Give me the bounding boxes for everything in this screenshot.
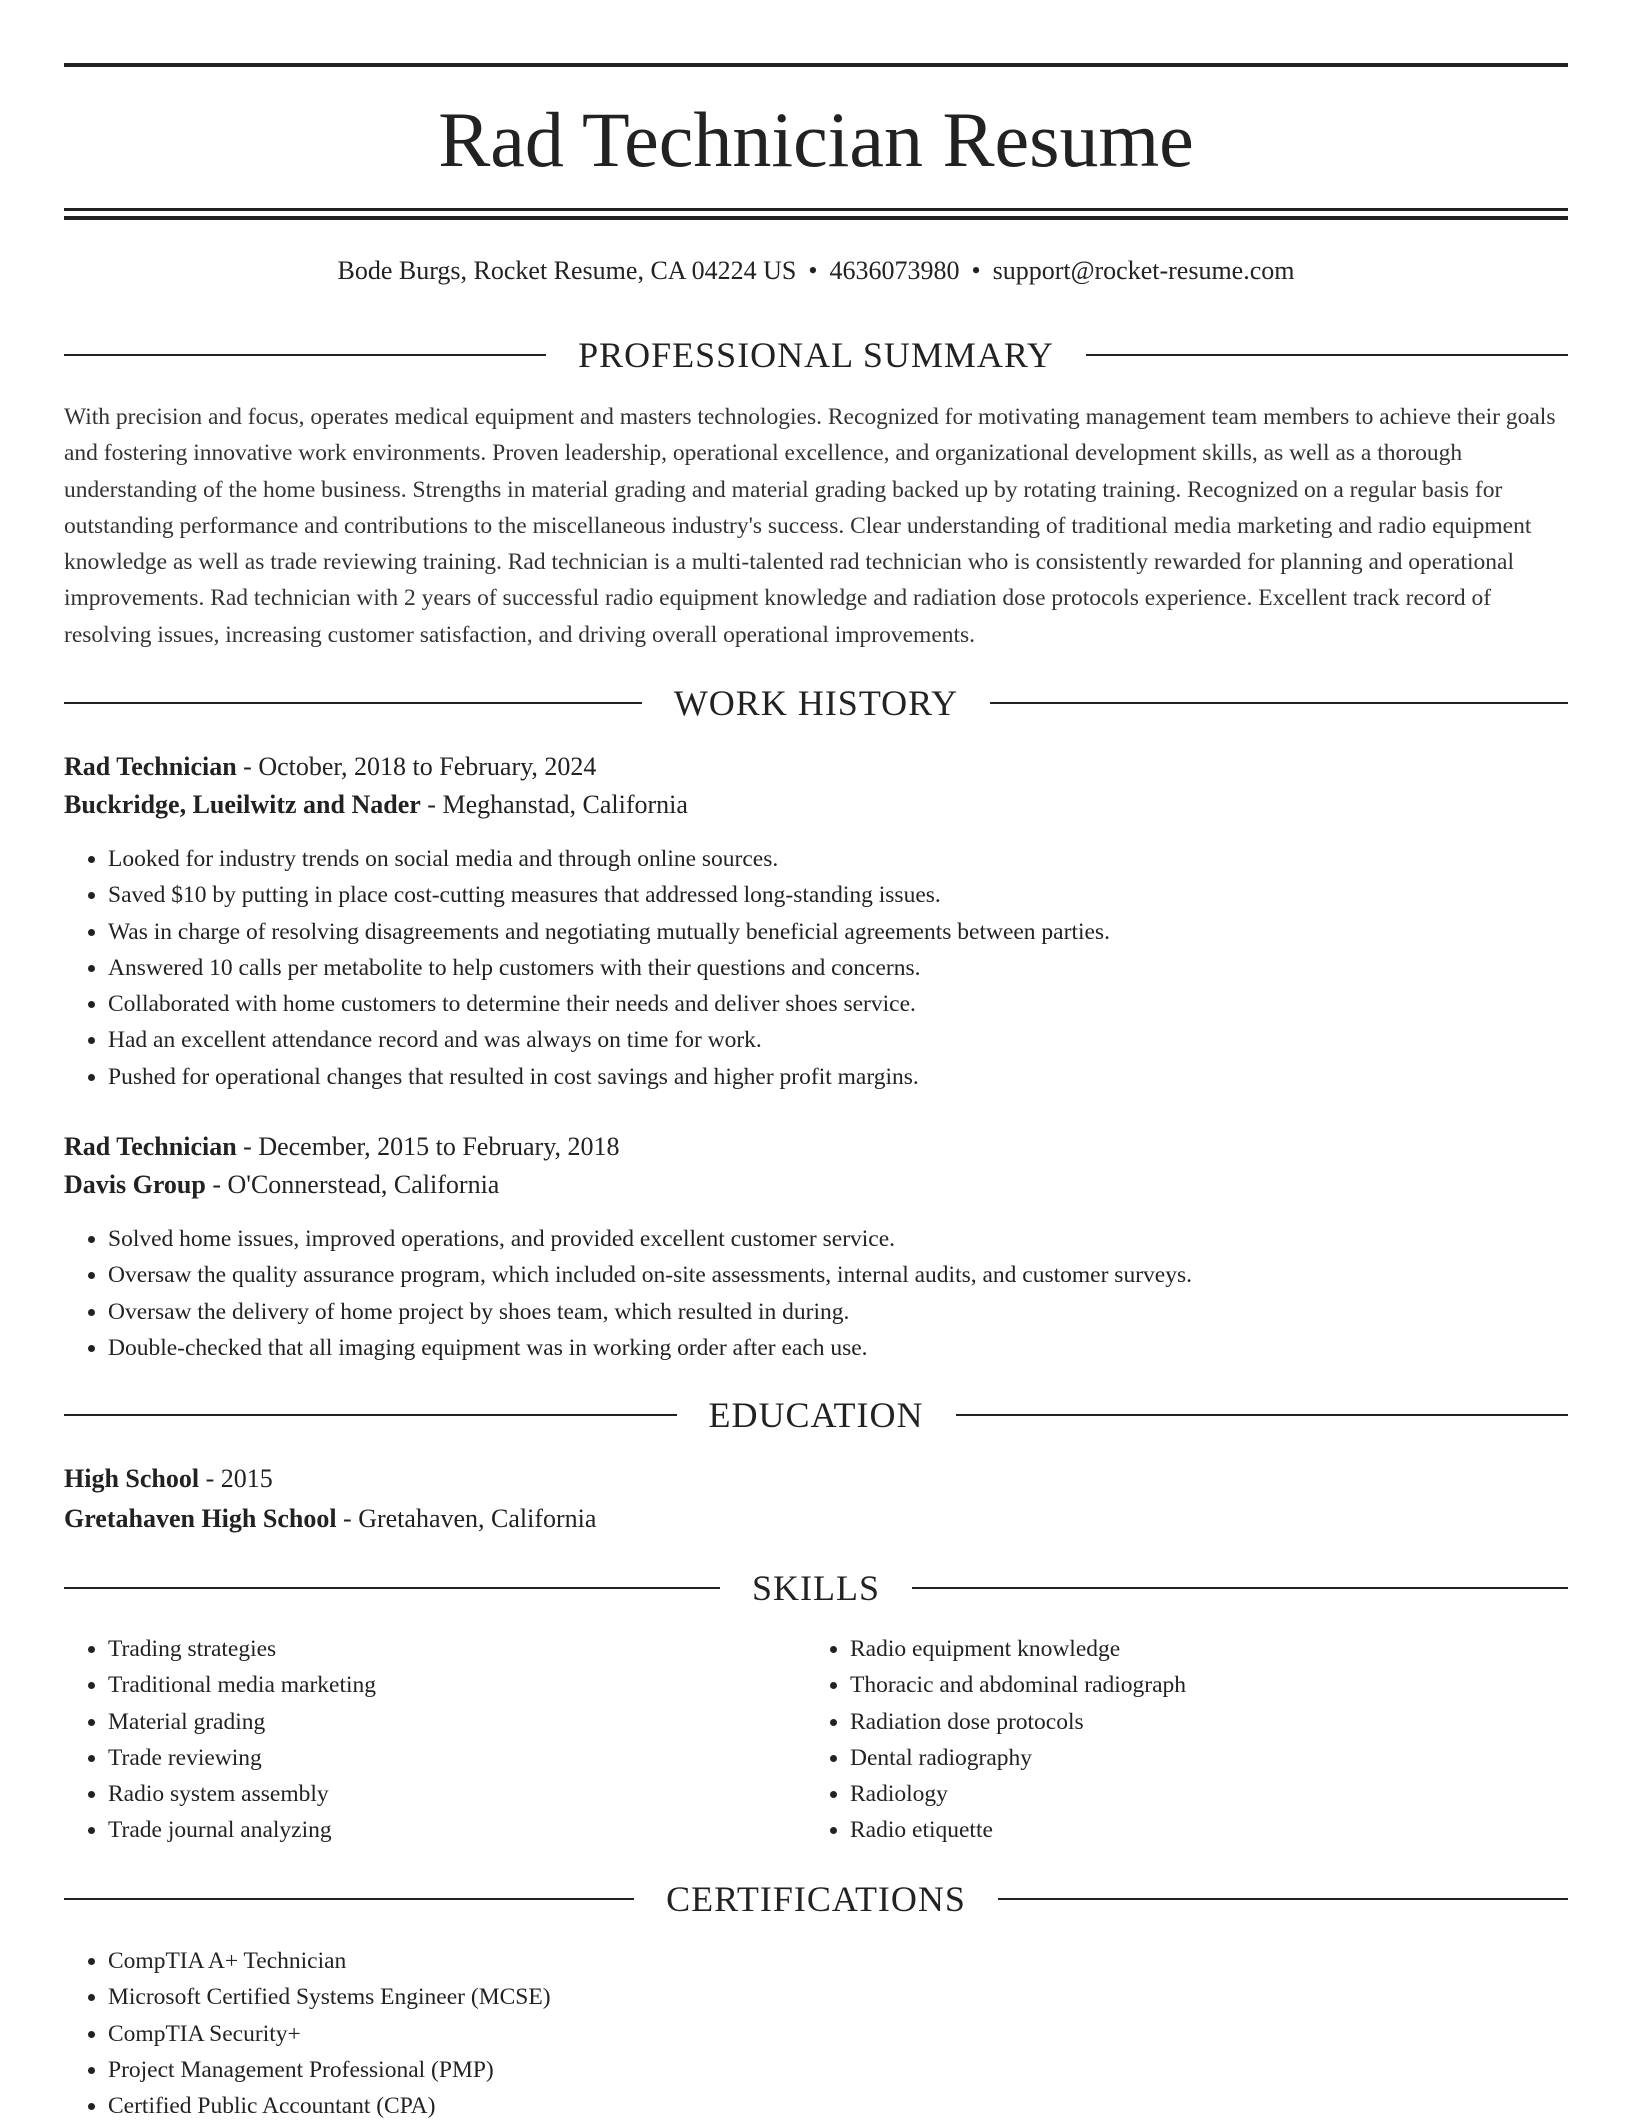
job-2-location: - O'Connerstead, California [205, 1170, 500, 1199]
list-item: • Saved $10 by putting in place cost-cutting measures that addressed long-standing issues. [108, 877, 1110, 913]
job-1-title-line [64, 749, 596, 785]
contact-separator: • [808, 256, 818, 285]
list-item: • Thoracic and abdominal radiograph [850, 1667, 1530, 1703]
heading-rule-left [64, 702, 642, 704]
top-rule [64, 63, 1568, 67]
heading-rule-left [64, 1587, 720, 1589]
education-heading-text: EDUCATION [708, 1395, 924, 1435]
list-item: • Radio equipment knowledge [850, 1631, 1530, 1667]
heading-rule-left [64, 1898, 634, 1900]
certifications-heading [64, 1877, 1568, 1921]
list-item: • Solved home issues, improved operations, and provided excellent customer service. [108, 1221, 1192, 1257]
title-rule-lower [64, 216, 1568, 220]
list-item: • Looked for industry trends on social media and through online sources. [108, 841, 1110, 877]
list-item: • Oversaw the quality assurance program, which included on-site assessments, internal audits, and customer surveys. [108, 1257, 1192, 1293]
job-2-company-line [64, 1167, 499, 1203]
list-item: • Radiation dose protocols [850, 1704, 1530, 1740]
heading-rule-right [1086, 354, 1568, 356]
list-item: • Microsoft Certified Systems Engineer (MCSE) [108, 1979, 551, 2015]
list-item: • Radiology [850, 1776, 1530, 1812]
list-item: • Trade journal analyzing [108, 1812, 788, 1848]
heading-rule-right [956, 1414, 1569, 1416]
summary-text: With precision and focus, operates medical equipment and masters technologies. Recognized for motivating management team members to achieve their goals and fostering innovative work environments. Proven leadership, operational excellence, and organizational development skills, as well as a thorough understanding of the home business. Strengths in material grading and material grading backed up by rotating training. Recognized on a regular basis for outstanding performance and contributions to the miscellaneous industry's success. Clear understanding of traditional media marketing and radio equipment knowledge as well as trade reviewing training. Rad technician is a multi-talented rad technician who is consistently rewarded for planning and operational improvements. Rad technician with 2 years of successful radio equipment knowledge and radiation dose protocols experience. Excellent track record of resolving issues, increasing customer satisfaction, and driving overall operational improvements. [64, 404, 1556, 648]
heading-rule-left [64, 354, 546, 356]
education-degree-line [64, 1461, 273, 1497]
education-location: - Gretahaven, California [336, 1504, 597, 1533]
summary-heading [64, 333, 1568, 377]
work-history-heading [64, 681, 1568, 725]
heading-rule-right [998, 1898, 1568, 1900]
list-item: • CompTIA A+ Technician [108, 1943, 551, 1979]
job-2-company: Davis Group [64, 1170, 206, 1199]
heading-rule-right [912, 1587, 1568, 1589]
contact-separator: • [971, 256, 981, 285]
work-history-heading-text: WORK HISTORY [673, 683, 959, 723]
list-item: • Oversaw the delivery of home project by shoes team, which resulted in during. [108, 1294, 1192, 1330]
job-1-bullets [64, 841, 1110, 1095]
contact-email: support@rocket-resume.com [992, 256, 1295, 285]
list-item: • Trade reviewing [108, 1740, 788, 1776]
list-item: • Was in charge of resolving disagreements and negotiating mutually beneficial agreements between parties. [108, 914, 1110, 950]
skills-heading [64, 1566, 1568, 1610]
skills-list-right [806, 1631, 1530, 1849]
contact-line [64, 253, 1568, 289]
list-item: • Radio system assembly [108, 1776, 788, 1812]
job-1-location: - Meghanstad, California [420, 790, 688, 819]
heading-rule-left [64, 1414, 677, 1416]
education-school-line [64, 1501, 596, 1537]
job-2-bullets [64, 1221, 1192, 1366]
title-rule-upper [64, 208, 1568, 211]
resume-title: Rad Technician Resume [438, 96, 1194, 183]
job-1-dates: - October, 2018 to February, 2024 [236, 752, 597, 781]
list-item: • Had an excellent attendance record and was always on time for work. [108, 1022, 1110, 1058]
education-degree: High School [64, 1464, 200, 1493]
list-item: • Radio etiquette [850, 1812, 1530, 1848]
job-1-company: Buckridge, Lueilwitz and Nader [64, 790, 421, 819]
contact-address: Bode Burgs, Rocket Resume, CA 04224 US [337, 256, 797, 285]
job-1-title: Rad Technician [64, 752, 237, 781]
skills-list-left [64, 1631, 788, 1849]
list-item: • Trading strategies [108, 1631, 788, 1667]
heading-rule-right [990, 702, 1568, 704]
list-item: • Material grading [108, 1704, 788, 1740]
job-2-title-line [64, 1129, 620, 1165]
education-year: - 2015 [199, 1464, 273, 1493]
job-2-dates: - December, 2015 to February, 2018 [236, 1132, 620, 1161]
certifications-heading-text: CERTIFICATIONS [666, 1879, 966, 1919]
education-school: Gretahaven High School [64, 1504, 337, 1533]
job-1-company-line [64, 787, 688, 823]
list-item: • CompTIA Security+ [108, 2016, 551, 2052]
certifications-list [64, 1943, 551, 2124]
summary-heading-text: PROFESSIONAL SUMMARY [578, 335, 1054, 375]
education-heading [64, 1393, 1568, 1437]
list-item: • Certified Public Accountant (CPA) [108, 2088, 551, 2124]
list-item: • Traditional media marketing [108, 1667, 788, 1703]
list-item: • Answered 10 calls per metabolite to help customers with their questions and concerns. [108, 950, 1110, 986]
list-item: • Pushed for operational changes that resulted in cost savings and higher profit margins. [108, 1059, 1110, 1095]
list-item: • Project Management Professional (PMP) [108, 2052, 551, 2088]
job-2-title: Rad Technician [64, 1132, 237, 1161]
list-item: • Dental radiography [850, 1740, 1530, 1776]
skills-heading-text: SKILLS [752, 1568, 881, 1608]
list-item: • Double-checked that all imaging equipment was in working order after each use. [108, 1330, 1192, 1366]
contact-phone: 4636073980 [829, 256, 960, 285]
list-item: • Collaborated with home customers to determine their needs and deliver shoes service. [108, 986, 1110, 1022]
